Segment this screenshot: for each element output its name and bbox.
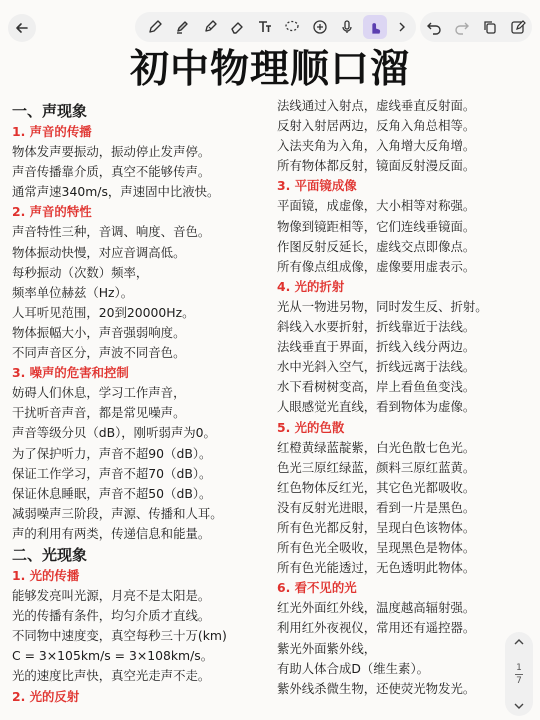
text-line: 声的利用有两类，传递信息和能量。 bbox=[12, 525, 211, 541]
text-line: 所有色光能透过，无色透明此物体。 bbox=[277, 560, 476, 576]
subsection-heading: 2. 光的反射 bbox=[12, 688, 80, 704]
edit-icon[interactable] bbox=[506, 15, 530, 39]
highlighter-icon[interactable] bbox=[171, 15, 195, 39]
text-line: 光的传播有条件，均匀介质才直线。 bbox=[12, 608, 211, 624]
current-page: 1 bbox=[516, 662, 522, 673]
text-line: 斜线入水要折射，折线靠近于法线。 bbox=[277, 319, 476, 335]
chevron-right-icon[interactable] bbox=[391, 15, 415, 39]
touch-icon[interactable] bbox=[363, 15, 387, 39]
text-line: 所有色光全吸收，呈现黑色是物体。 bbox=[277, 540, 476, 556]
right-column bbox=[277, 96, 537, 699]
left-column bbox=[12, 100, 274, 707]
add-icon[interactable] bbox=[308, 15, 332, 39]
text-line: 红色物体反红光，其它色光都吸收。 bbox=[277, 479, 476, 495]
text-line: 作图反射反延长，虚线交点即像点。 bbox=[277, 238, 476, 254]
eraser-icon[interactable] bbox=[226, 15, 250, 39]
text-line: C = 3×105km/s = 3×108km/s。 bbox=[12, 648, 214, 664]
text-line: 不同物中速度变，真空每秒三十万(km) bbox=[12, 628, 227, 644]
text-line: 法线垂直于界面，折线入线分两边。 bbox=[277, 339, 476, 355]
subsection-heading: 1. 声音的传播 bbox=[12, 124, 92, 139]
pen-icon[interactable] bbox=[143, 15, 167, 39]
subsection-heading: 5. 光的色散 bbox=[277, 419, 345, 435]
subsection-heading: 6. 看不见的光 bbox=[277, 580, 357, 596]
page-title: 初中物理顺口溜 bbox=[129, 47, 410, 92]
text-line: 没有反射光进眼，看到一片是黑色。 bbox=[277, 499, 476, 515]
text-line: 紫光外面紫外线， bbox=[277, 640, 377, 656]
text-line: 红橙黄绿蓝靛紫，白光色散七色光。 bbox=[277, 439, 476, 455]
text-line: 光从一物进另物，同时发生反、折射。 bbox=[277, 298, 488, 314]
text-line: 减弱噪声三阶段，声源、传播和人耳。 bbox=[12, 505, 223, 521]
subsection-heading: 3. 平面镜成像 bbox=[277, 178, 357, 194]
text-line: 声音等级分贝（dB），刚听弱声为0。 bbox=[12, 425, 216, 441]
text-line: 有助人体合成D（维生素）。 bbox=[277, 660, 430, 676]
chevron-down-icon[interactable] bbox=[513, 701, 525, 711]
text-line: 能够发亮叫光源，月亮不是太阳是。 bbox=[12, 588, 211, 604]
marker-icon[interactable] bbox=[198, 15, 222, 39]
text-line: 法线通过入射点，虚线垂直反射面。 bbox=[277, 98, 476, 113]
text-line: 红光外面红外线，温度越高辐射强。 bbox=[277, 600, 476, 616]
microphone-icon[interactable] bbox=[336, 15, 360, 39]
text-line: 所有物体都反射，镜面反射漫反面。 bbox=[277, 158, 476, 174]
text-line: 反射入射居两边，反角入角总相等。 bbox=[277, 118, 476, 134]
back-arrow-icon bbox=[15, 21, 29, 35]
subsection-heading: 2. 声音的特性 bbox=[12, 204, 92, 220]
copy-icon[interactable] bbox=[478, 15, 502, 39]
page-indicator bbox=[515, 663, 523, 686]
text-line: 保证休息睡眠，声音不超50（dB）。 bbox=[12, 485, 212, 501]
subsection-heading: 3. 噪声的危害和控制 bbox=[12, 365, 129, 381]
subsection-heading: 1. 光的传播 bbox=[12, 567, 80, 583]
redo-icon[interactable] bbox=[450, 15, 474, 39]
text-line: 入法夹角为入角，入角增大反角增。 bbox=[277, 138, 476, 154]
text-line: 通常声速340m/s，声速固中比液快。 bbox=[12, 184, 220, 200]
text-line: 为了保护听力，声音不超90（dB）。 bbox=[12, 445, 212, 461]
text-line: 声音特性三种，音调、响度、音色。 bbox=[12, 224, 211, 240]
text-line: 保证工作学习，声音不超70（dB）。 bbox=[12, 465, 212, 481]
section-heading: 一、声现象 bbox=[12, 102, 88, 120]
subsection-heading: 4. 光的折射 bbox=[277, 278, 345, 294]
lasso-icon[interactable] bbox=[281, 15, 305, 39]
section-heading: 二、光现象 bbox=[12, 545, 88, 564]
text-line: 紫外线杀微生物，还使荧光物发光。 bbox=[277, 680, 476, 696]
text-tool-icon[interactable] bbox=[253, 15, 277, 39]
text-line: 妨碍人们休息，学习工作声音， bbox=[12, 385, 186, 401]
text-line: 平面镜，成虚像，大小相等对称强。 bbox=[277, 198, 476, 214]
text-line: 所有像点组成像，虚像要用虚表示。 bbox=[277, 258, 476, 274]
text-line: 人耳听见范围，20到20000Hz。 bbox=[12, 304, 195, 320]
text-line: 利用红外夜视仪，常用还有遥控器。 bbox=[277, 620, 476, 636]
text-line: 物体振动快慢，对应音调高低。 bbox=[12, 244, 186, 260]
text-line: 光的速度比声快，真空光走声不走。 bbox=[12, 668, 211, 684]
total-pages: 7 bbox=[516, 675, 522, 686]
text-line: 物体振幅大小，声音强弱响度。 bbox=[12, 324, 186, 340]
text-line: 物体发声要振动，振动停止发声停。 bbox=[12, 144, 211, 160]
text-line: 频率单位赫兹（Hz）。 bbox=[12, 284, 134, 300]
text-line: 所有色光都反射，呈现白色该物体。 bbox=[277, 519, 476, 535]
text-line: 干扰听音声音，都是常见噪声。 bbox=[12, 405, 186, 421]
text-line: 水中光斜入空气，折线远离于法线。 bbox=[277, 359, 476, 375]
text-line: 声音传播靠介质，真空不能够传声。 bbox=[12, 164, 211, 180]
page-scroller[interactable] bbox=[505, 632, 533, 716]
page-divider bbox=[515, 674, 523, 675]
text-line: 水下看树树变高，岸上看鱼鱼变浅。 bbox=[277, 379, 476, 395]
text-line: 人眼感觉光直线，看到物体为虚像。 bbox=[277, 399, 476, 415]
text-line: 不同声音区分，声波不同音色。 bbox=[12, 345, 186, 361]
text-line: 每秒振动（次数）频率， bbox=[12, 264, 149, 280]
text-line: 色光三原红绿蓝，颜料三原红蓝黄。 bbox=[277, 459, 476, 475]
chevron-up-icon[interactable] bbox=[513, 637, 525, 647]
text-line: 物像到镜距相等，它们连线垂镜面。 bbox=[277, 218, 476, 234]
undo-icon[interactable] bbox=[422, 15, 446, 39]
